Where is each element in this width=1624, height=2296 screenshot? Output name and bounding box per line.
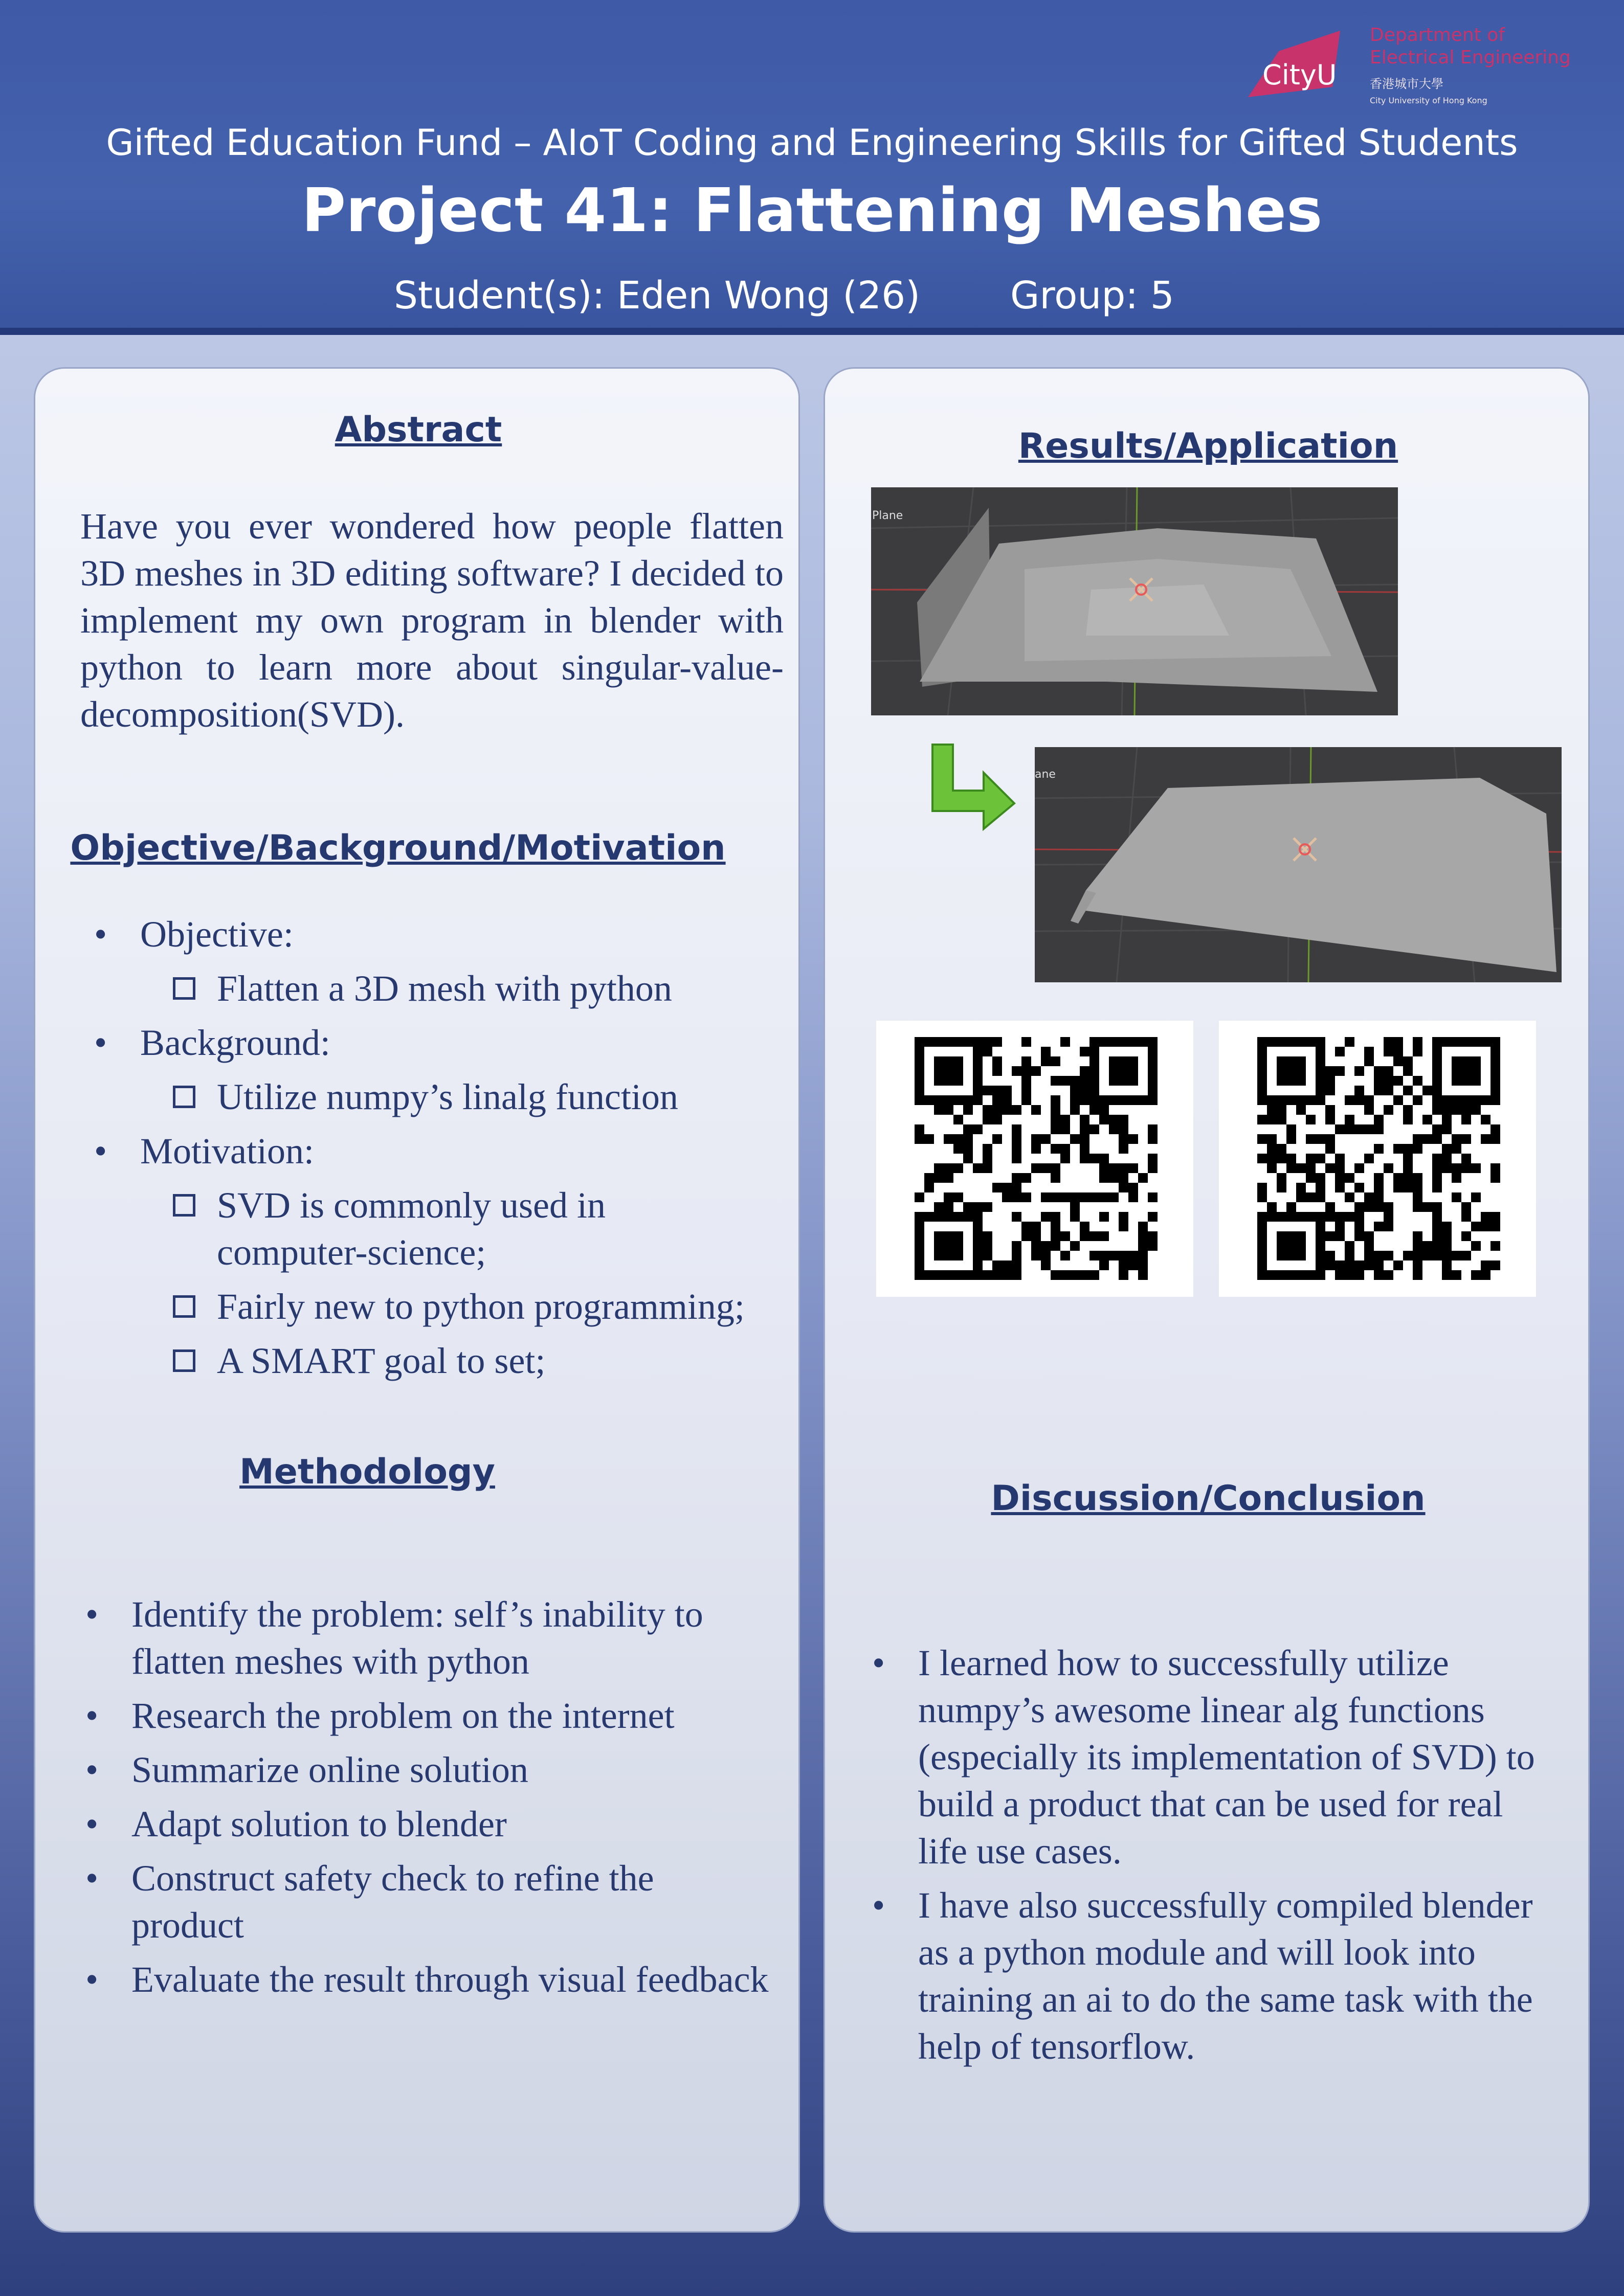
checkbox-square-icon	[173, 1295, 195, 1318]
list-item: Fairly new to python programming;	[217, 1283, 785, 1330]
list-item: Utilize numpy’s linalg function	[217, 1073, 785, 1120]
list-item: • Motivation:	[140, 1128, 785, 1175]
right-panel	[824, 367, 1590, 2233]
checkbox-square-icon	[173, 977, 195, 1000]
list-item: SVD is commonly used in computer-science;	[217, 1182, 677, 1276]
logo-dept-line2: Electrical Engineering	[1370, 47, 1571, 68]
student-names: Student(s): Eden Wong (26)	[394, 274, 921, 318]
abstract-heading: Abstract	[335, 410, 502, 450]
shot2-label: ane	[1035, 768, 1056, 781]
group-number: Group: 5	[1010, 274, 1174, 318]
list-item: • I learned how to successfully utilize numpy’s awesome linear alg functions (especially its implementation of SVD) to build a product that can be used for real life use cases.	[918, 1639, 1558, 1875]
poster-title: Project 41: Flattening Meshes	[301, 175, 1323, 245]
poster-subtitle: Gifted Education Fund – AIoT Coding and Engineering Skills for Gifted Students	[106, 122, 1518, 164]
list-item: • I have also successfully compiled blender as a python module and will look into training an ai to do the same task with the help of tensorflow.	[918, 1882, 1558, 2070]
list-item: • Adapt solution to blender	[131, 1800, 771, 1848]
discussion-list	[918, 1639, 1558, 2070]
list-item: Flatten a 3D mesh with python	[217, 965, 785, 1012]
list-item: A SMART goal to set;	[217, 1337, 785, 1384]
objective-list	[140, 911, 785, 1384]
checkbox-square-icon	[173, 1349, 195, 1372]
qr-code-icon	[876, 1021, 1193, 1297]
list-item: • Objective:	[140, 911, 785, 958]
methodology-list	[131, 1591, 771, 2003]
left-panel	[34, 367, 800, 2233]
abstract-text: Have you ever wondered how people flatten 3D meshes in 3D editing software? I decided to implement my own program in blender with python to learn more about singular-value-decomposition(SVD).	[80, 506, 784, 735]
discussion-heading: Discussion/Conclusion	[991, 1478, 1426, 1519]
logo-brand: CityU	[1262, 59, 1337, 91]
results-heading: Results/Application	[1018, 426, 1398, 466]
shot1-label: Plane	[872, 509, 903, 522]
list-item: • Evaluate the result through visual feedback	[131, 1956, 771, 2003]
checkbox-square-icon	[173, 1194, 195, 1217]
objective-heading: Objective/Background/Motivation	[70, 828, 726, 868]
checkbox-square-icon	[173, 1086, 195, 1108]
list-item: • Summarize online solution	[131, 1746, 771, 1793]
qr-code-1[interactable]	[876, 1021, 1193, 1297]
cityu-logo	[1243, 20, 1571, 112]
mesh-after-screenshot	[1035, 747, 1562, 982]
methodology-heading: Methodology	[239, 1452, 495, 1492]
list-item: • Construct safety check to refine the product	[131, 1855, 771, 1949]
list-item: • Research the problem on the internet	[131, 1692, 771, 1739]
logo-chinese: 香港城市大學	[1370, 77, 1443, 91]
logo-english: City University of Hong Kong	[1370, 96, 1487, 105]
list-item: • Identify the problem: self’s inability to flatten meshes with python	[131, 1591, 771, 1685]
arrow-down-right-icon	[927, 742, 1019, 829]
mesh-before-screenshot	[871, 487, 1398, 715]
poster-header	[0, 0, 1624, 335]
list-item: • Background:	[140, 1019, 785, 1066]
qr-code-icon	[1219, 1021, 1536, 1297]
logo-dept-line1: Department of	[1370, 25, 1505, 46]
qr-code-2[interactable]	[1219, 1021, 1536, 1297]
